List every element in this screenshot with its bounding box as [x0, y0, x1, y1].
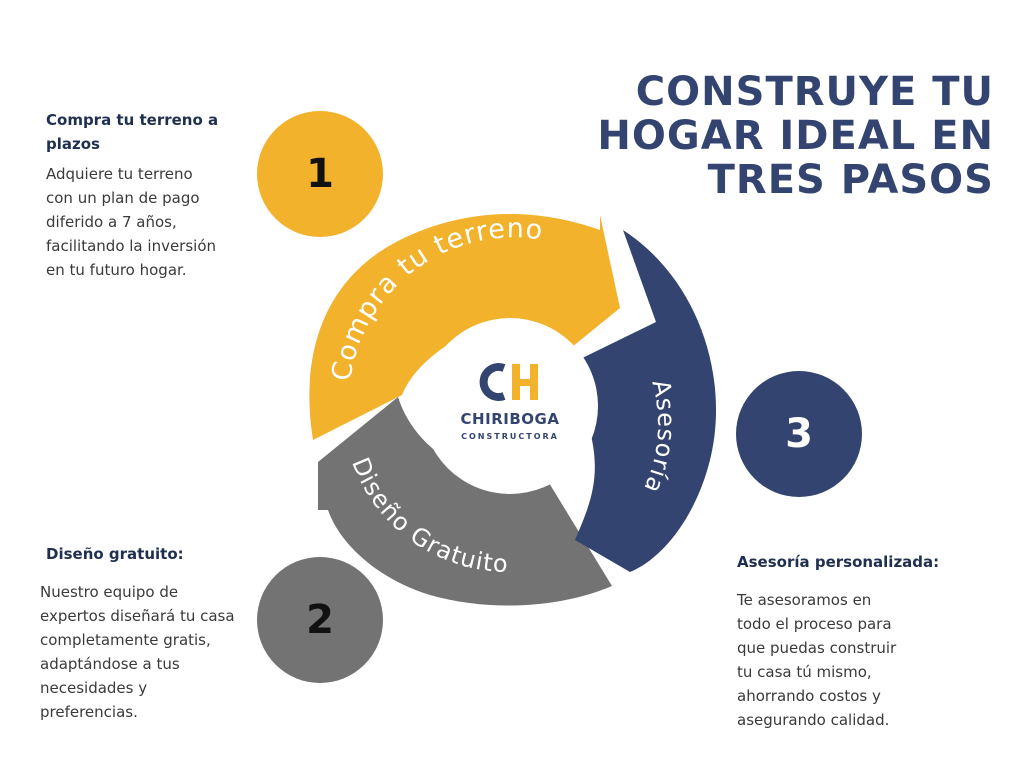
step-2-text-line: adaptándose a tus — [40, 655, 180, 673]
step-3-text-line: asegurando calidad. — [737, 711, 890, 729]
step-1-text-line: diferido a 7 años, — [46, 213, 177, 231]
step-2-text-line: preferencias. — [40, 703, 138, 721]
title-line-3: TRES PASOS — [707, 157, 994, 203]
step-1-number-badge — [257, 111, 383, 237]
step-2-heading: Diseño gratuito: — [46, 545, 184, 563]
step-2-text-line: Nuestro equipo de — [40, 583, 179, 601]
step-1-text-line: Adquiere tu terreno — [46, 165, 193, 183]
step-2-text-line: necesidades y — [40, 679, 148, 697]
arc-label-asesoria-path: Asesoría — [638, 376, 681, 498]
step-1-heading — [46, 108, 218, 156]
step-2-text-line: expertos diseñará tu casa — [40, 607, 235, 625]
step-3-text-line: todo el proceso para — [737, 615, 892, 633]
step-2-number: 2 — [306, 597, 334, 643]
step-2-text-line: completamente gratis, — [40, 631, 211, 649]
step-2-description — [40, 580, 235, 724]
logo-name: CHIRIBOGA — [460, 410, 560, 428]
step-1-heading-line-1: Compra tu terreno a — [46, 111, 219, 129]
center-circle — [422, 318, 598, 494]
step-3-number-badge — [736, 371, 862, 497]
arc-label-compra-path: Compra tu terreno — [326, 213, 546, 384]
logo-subtitle: CONSTRUCTORA — [461, 432, 559, 441]
step-1-number: 1 — [306, 151, 334, 197]
step-3-heading: Asesoría personalizada: — [737, 553, 940, 571]
step-1-text-line: con un plan de pago — [46, 189, 200, 207]
step-1-text-line: facilitando la inversión — [46, 237, 217, 255]
step-3-text-line: que puedas construir — [737, 639, 897, 657]
title-line-1: CONSTRUYE TU — [635, 69, 994, 115]
step-3-text-line: tu casa tú mismo, — [737, 663, 872, 681]
step-1-heading-line-2: plazos — [46, 135, 100, 153]
step-1-text-line: en tu futuro hogar. — [46, 261, 187, 279]
step-3-text-line: ahorrando costos y — [737, 687, 881, 705]
step-3-text-line: Te asesoramos en — [737, 591, 872, 609]
step-3-number: 3 — [785, 411, 813, 457]
arc-label-diseno-path: Diseño Gratuito — [346, 453, 510, 579]
step-1-description — [46, 162, 216, 282]
title-line-2: HOGAR IDEAL EN — [597, 113, 994, 159]
ch-monogram-icon — [478, 362, 542, 402]
step-2-number-badge — [257, 557, 383, 683]
step-3-description — [737, 588, 896, 732]
